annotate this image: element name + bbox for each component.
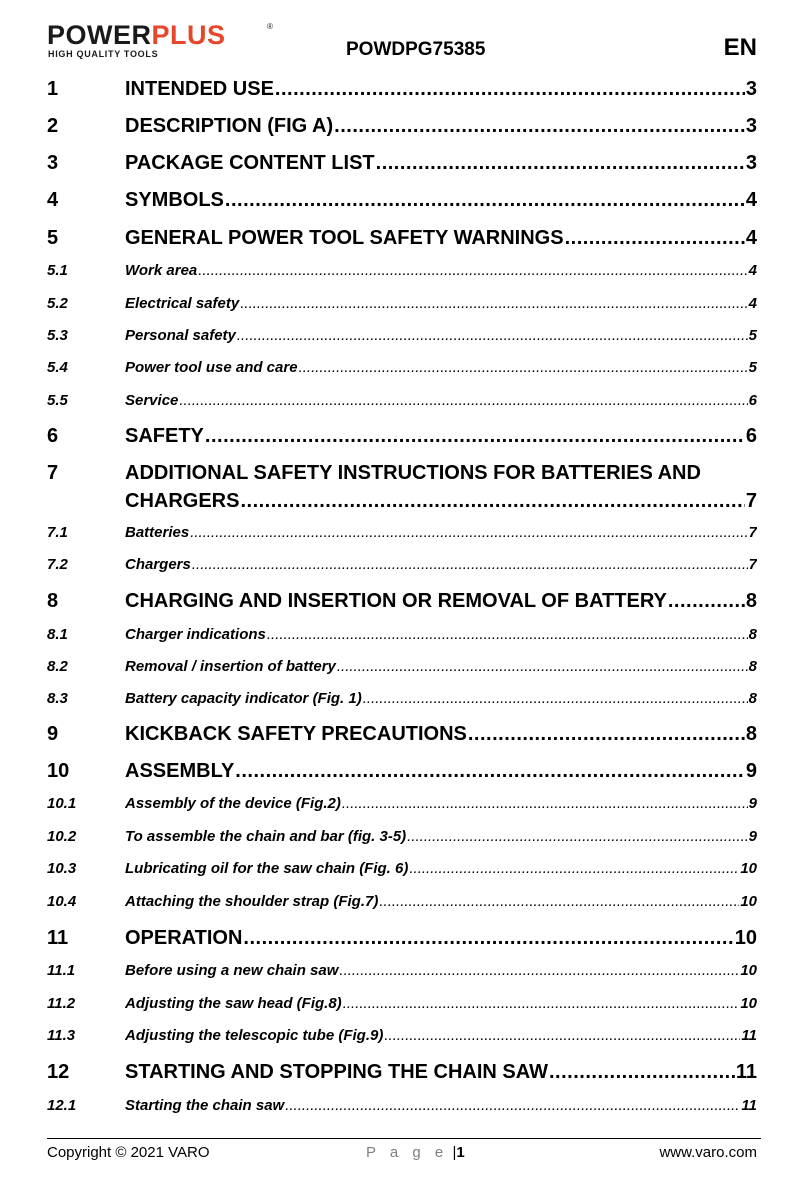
toc-page: 8 [748, 626, 757, 643]
toc-title: Adjusting the saw head (Fig.8) [125, 995, 342, 1012]
toc-leader [275, 77, 745, 101]
toc-leader [225, 188, 745, 212]
toc-title: Removal / insertion of battery [125, 658, 336, 675]
toc-title: Assembly of the device (Fig.2) [125, 795, 341, 812]
toc-title: Attaching the shoulder strap (Fig.7) [125, 893, 379, 910]
toc-page: 10 [740, 893, 757, 910]
toc-title: Before using a new chain saw [125, 962, 339, 979]
toc-page: 7 [748, 524, 757, 541]
toc-page: 10 [740, 860, 757, 877]
toc-page: 8 [748, 690, 757, 707]
toc-number: 11.1 [47, 962, 76, 979]
toc-leader [337, 658, 748, 676]
brand-main-text: POWER [47, 20, 152, 50]
toc-leader [192, 556, 748, 574]
toc-title-continued: CHARGERS [125, 490, 240, 512]
toc-title: CHARGING AND INSERTION OR REMOVAL OF BATTERY [125, 590, 667, 612]
toc-leader [190, 524, 747, 542]
toc-leader [240, 489, 744, 513]
toc-page: 7 [745, 490, 757, 512]
toc-page: 11 [741, 1027, 757, 1044]
toc-number: 10.2 [47, 828, 77, 845]
toc-title: ASSEMBLY [125, 760, 235, 782]
toc-number: 10.1 [47, 795, 77, 812]
toc-page: 5 [748, 359, 757, 376]
toc-number: 11 [47, 927, 69, 949]
toc-page: 6 [745, 425, 757, 447]
model-number: POWDPG75385 [346, 39, 486, 60]
toc-number: 10.4 [47, 893, 77, 910]
page-label: P a g e [366, 1144, 449, 1161]
toc-title: Adjusting the telescopic tube (Fig.9) [125, 1027, 384, 1044]
toc-number: 7 [47, 462, 59, 484]
toc-number: 11.3 [47, 1027, 76, 1044]
toc-number: 7.1 [47, 524, 68, 541]
footer-page-indicator [366, 1144, 465, 1162]
toc-leader [198, 262, 747, 280]
toc-page: 5 [748, 327, 757, 344]
footer-website: www.varo.com [659, 1144, 757, 1161]
toc-number: 2 [47, 115, 59, 137]
toc-title: PACKAGE CONTENT LIST [125, 152, 375, 174]
page-number: 1 [456, 1144, 465, 1161]
toc-number: 5.5 [47, 392, 68, 409]
toc-leader [235, 759, 745, 783]
toc-page: 3 [745, 78, 757, 100]
toc-title: ADDITIONAL SAFETY INSTRUCTIONS FOR BATTERIES AND [125, 462, 701, 484]
toc-leader [668, 589, 745, 613]
toc-page: 4 [748, 262, 757, 279]
toc-title: INTENDED USE [125, 78, 274, 100]
toc-leader [267, 626, 748, 644]
toc-title: SAFETY [125, 425, 204, 447]
toc-page: 11 [741, 1097, 757, 1114]
toc-title: OPERATION [125, 927, 243, 949]
toc-number: 8.2 [47, 658, 68, 675]
toc-page: 9 [745, 760, 757, 782]
toc-number: 5.1 [47, 262, 68, 279]
toc-title: Electrical safety [125, 295, 240, 312]
toc-leader [240, 295, 747, 313]
brand-accent-text: PLUS [151, 20, 226, 50]
toc-page: 6 [748, 392, 757, 409]
toc-page: 8 [745, 590, 757, 612]
toc-page: 8 [745, 723, 757, 745]
toc-page: 9 [748, 828, 757, 845]
toc-leader [565, 226, 745, 250]
toc-number: 9 [47, 723, 59, 745]
toc-page: 3 [745, 152, 757, 174]
toc-page: 10 [740, 962, 757, 979]
toc-title: DESCRIPTION (FIG A) [125, 115, 334, 137]
toc-leader [237, 327, 748, 345]
toc-leader [179, 392, 747, 410]
toc-title: KICKBACK SAFETY PRECAUTIONS [125, 723, 467, 745]
toc-number: 11.2 [47, 995, 76, 1012]
toc-number: 10 [47, 760, 70, 782]
toc-title: SYMBOLS [125, 189, 224, 211]
toc-page: 4 [745, 189, 757, 211]
toc-page: 10 [734, 927, 757, 949]
toc-page: 4 [748, 295, 757, 312]
footer-copyright: Copyright © 2021 VARO [47, 1144, 210, 1161]
toc-leader [549, 1060, 735, 1084]
brand-tagline: HIGH QUALITY TOOLS [48, 49, 159, 59]
toc-number: 5 [47, 227, 59, 249]
toc-leader [379, 893, 739, 911]
toc-title: Batteries [125, 524, 190, 541]
toc-number: 1 [47, 78, 59, 100]
toc-page: 8 [748, 658, 757, 675]
registered-mark: ® [267, 22, 273, 31]
toc-title: STARTING AND STOPPING THE CHAIN SAW [125, 1061, 548, 1083]
toc-leader [285, 1097, 740, 1115]
toc-title: Charger indications [125, 626, 266, 643]
toc-leader [409, 860, 739, 878]
toc-title: Lubricating oil for the saw chain (Fig. 6) [125, 860, 409, 877]
brand-wordmark [47, 22, 226, 49]
toc-page: 9 [748, 795, 757, 812]
toc-number: 6 [47, 425, 59, 447]
toc-number: 4 [47, 189, 59, 211]
toc-leader [342, 795, 748, 813]
toc-page: 4 [745, 227, 757, 249]
toc-leader [205, 424, 745, 448]
toc-title: Power tool use and care [125, 359, 298, 376]
toc-leader [339, 962, 739, 980]
toc-leader [243, 926, 733, 950]
toc-number: 3 [47, 152, 59, 174]
toc-number: 12.1 [47, 1097, 77, 1114]
toc-leader [343, 995, 740, 1013]
toc-number: 5.4 [47, 359, 68, 376]
page-separator: | [452, 1144, 457, 1161]
toc-page: 3 [745, 115, 757, 137]
footer-divider [47, 1138, 761, 1139]
toc-page: 7 [748, 556, 757, 573]
toc-title: Personal safety [125, 327, 236, 344]
toc-number: 7.2 [47, 556, 68, 573]
toc-title: Starting the chain saw [125, 1097, 285, 1114]
toc-number: 10.3 [47, 860, 77, 877]
toc-title: Service [125, 392, 179, 409]
toc-leader [363, 690, 748, 708]
toc-number: 8 [47, 590, 59, 612]
toc-leader [334, 114, 745, 138]
toc-title: To assemble the chain and bar (fig. 3-5) [125, 828, 407, 845]
toc-leader [384, 1027, 740, 1045]
language-code: EN [723, 34, 757, 61]
toc-number: 8.3 [47, 690, 68, 707]
toc-page: 10 [740, 995, 757, 1012]
toc-number: 12 [47, 1061, 70, 1083]
toc-number: 8.1 [47, 626, 68, 643]
toc-leader [376, 151, 745, 175]
toc-number: 5.2 [47, 295, 68, 312]
toc-title: Chargers [125, 556, 191, 573]
toc-leader [407, 828, 747, 846]
toc-title: Battery capacity indicator (Fig. 1) [125, 690, 362, 707]
toc-number: 5.3 [47, 327, 68, 344]
toc-title: Work area [125, 262, 198, 279]
toc-page: 11 [735, 1061, 757, 1083]
toc-leader [299, 359, 748, 377]
toc-title: GENERAL POWER TOOL SAFETY WARNINGS [125, 227, 564, 249]
toc-leader [468, 722, 745, 746]
brand-logo [47, 20, 277, 59]
